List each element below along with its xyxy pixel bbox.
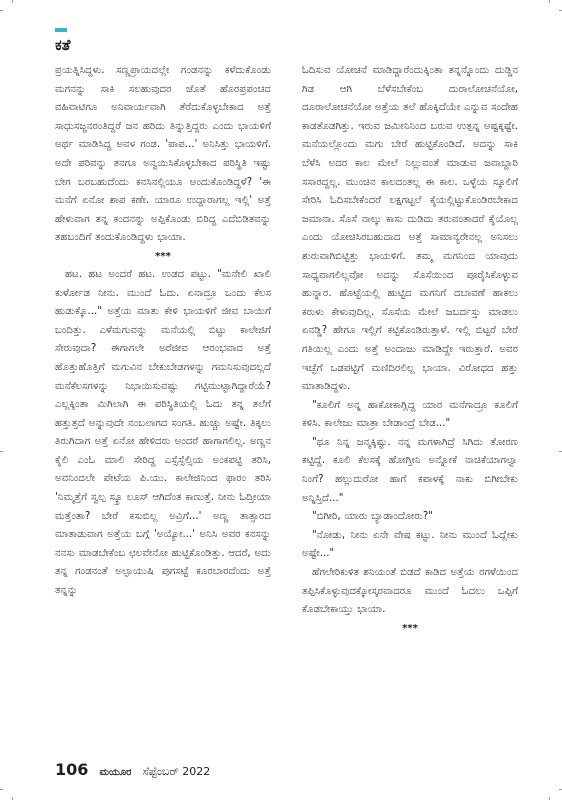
right-paragraph-4: "ಬಿಗೀರಿ, ಯಾರು ಬ್ಯಾಡಾಂದೋರು?" (312, 511, 433, 523)
magazine-name: ಮಯೂರ (99, 767, 132, 778)
right-paragraph-5: "ನೋಡು, ನೀನು ಏನೇ ವೇಷ ಕಟ್ಟು. ನೀನು ಮುಂದೆ ಓದ್ಲೇಕು ಅಷ್ಟೇ..." (302, 529, 518, 560)
issue-date: ಸೆಪ್ಟೆಂಬರ್ 2022 (142, 765, 211, 778)
right-column (302, 62, 518, 638)
crop-mark (0, 10, 3, 11)
section-title: ಕತೆ (55, 36, 71, 54)
right-paragraph-6: ಹೆಗಲೇರಿಕುಳಿತ ಶನಿಯಂತೆ ಬಿಡದೆ ಕಾಡಿದ ಅತ್ತೆಯ ರಗಳೆಯಿಂದ ತಪ್ಪಿಸಿಕೊಳ್ಳುವುದಕ್ಕೋಸ್ಕರವಾದರೂ ಮುಂದೆ ಓದಲು ಒಪ್ಪಿಗೆ ಕೊಡಬೇಕಾಯ್ತು ಭಾಯಾ. (302, 567, 518, 616)
page-number: 106 (55, 760, 89, 779)
right-paragraph-1: ಓದಿಸುವ ಯೋಚನೆ ಮಾಡಿದ್ದಾರೆಂದುಕ್ಕಿಂತಾ ತನ್ನನ್ನೊಂದು ದುಡ್ಡಿನ ಗಿಡ ಆಗಿ ಬೆಳೆಸಬೇಕೆಂಬ ದುರಾಲೋಚನೆಯೋ, ದೂರಾಲೋಚನೆಯೋ ಅತ್ತೆಯ ತಲೆ ಹೊಕ್ಕಿದೆಯೇ ಎನ್ನುವ ಸಂದೇಹ ಕಾಡತೊಡಗಿತ್ತು. ಇರುವ ಜಮೀನಿನಿಂದ ಬರುವ ಉತ್ಪನ್ನ ಅಷ್ಟಕ್ಕಷ್ಟೇ. ಮನೆಯಲ್ಲೊಂದು ಮಗು ಬೇರೆ ಹುಟ್ಟಿಕೊಂಡಿದೆ. ಅದನ್ನು ಸಾಕಿ ಬೆಳೆಸಿ ಅದರ ಕಾಲ ಮೇಲೆ ನಿಲ್ಲುವಂತೆ ಮಾಡುವ ಜವಾಬ್ದಾರಿ ಸಸಾರದ್ದಲ್ಲ. ಮುಂಚಿನ ಕಾಲದಂತಲ್ಲ ಈ ಕಾಲ. ಒಳ್ಳೆಯ ಸ್ಕೂಲಿಗೆ ಸೇರಿಸಿ ಓದಿಸಬೇಕೆಂದರೆ ಲಕ್ಷಗಟ್ಟಲೆ ಕೈಯಲ್ಲಿಟ್ಟುಕೊಂಡಿರಬೇಕಾದ ಜಮಾನಾ. ಸೊಸೆ ನಾಲ್ಕು ಕಾಸು ದುಡಿದು ತರುವಂತಾದರೆ ಕೈಯೊಲ್ಲ ಎಂದು ಯೋಚಿಸಿರಬಹುದಾದ ಅತ್ತೆ ಸಾಮಾನ್ಯರೇನಲ್ಲ ಅನಿಸಲು ಶುರುವಾಗಿಬಿಟ್ಟಿತ್ತು ಭಾಯಳಿಗೆ. ತಮ್ಮ ಮಗನಿಂದ ಯಾವುದು ಸಾಧ್ಯವಾಗಲಿಲ್ಲವೋ ಅದನ್ನು ಸೊಸೆಯಿಂದ ಪೂರೈಸಿಕೊಳ್ಳುವ ಹುನ್ನಾರ. ಹೊಟ್ಟೆಯಲ್ಲಿ ಹುಟ್ಟಿದ ಮಗನಿಗೆ ದಬಾವಣೆ ಹಾಕಲು ಕರುಳು ಕೇಳುವುದಿಲ್ಲ. ಸೊಸೆಯ ಮೇಲೆ ಜಬರ್ದಸ್ತು ಮಾಡಲು ಏನಡ್ಡಿ? ಹೇಗೂ ಇಲ್ಲಿಗೆ ಕಟ್ಟಿಕೊಂಡಿರುತ್ತಾಳೆ. ಇಲ್ಲಿ ಬಿಟ್ಟರೆ ಬೇರೆ ಗತಿಯಿಲ್ಲ ಎಂದು ಅತ್ತೆ ಅಂದಾಜು ಮಾಡಿದ್ದೇ ಇರುತ್ತಾರೆ. ಅವರ ಇಚ್ಛೆಗೆ ಒಡಪಟ್ಟಿಗೆ ಮಣಿದಿರಲಿಲ್ಲ ಭಾಯಾ. ವಿರೋಧದ ಹತ್ತು ಮಾತಾಡಿದ್ದಳು. (302, 65, 518, 393)
left-column (55, 62, 271, 601)
right-paragraph-2: "ಕೂಲಿಗೆ ಅನ್ನ ಹಾಕೋಕಾಗ್ಲಿದ್ದ ಯಾರ ಮನೆಗಾದ್ರೂ ಕೂಲಿಗೆ ಕಳಿಸಿ. ಕಾಲೇಜು ಮಾತ್ರಾ ಬೇಡಾಂದ್ರೆ ಬೇಡ..." (302, 399, 518, 430)
right-paragraph-3: "ಥೂ ನಿನ್ನ ಜನ್ಮಕ್ಕಿಷ್ಟು. ನನ್ನ ಮಗಳಾಗಿದ್ರೆ ಸಿಗಿದು ತೋರಣ ಕಟ್ಟಿದ್ದೆ. ಕೂಲಿ ಕೆಲಸಕ್ಕೆ ಹೋಗ್ತೀನಿ ಅನ್ನೋಕೆ ನಾಚಿಕೆಯಾಗಲ್ವಾ ನಿಂಗೆ? ಹಲ್ಲುದುರೋ ಹಾಗೆ ಕಪಾಳಕ್ಕೆ ನಾಕು ಬಿಗೀಬೇಕು ಅನ್ನಿಸ್ತಿದೆ..." (302, 436, 518, 504)
end-separator: *** (402, 622, 418, 634)
crop-mark (0, 451, 3, 452)
crop-mark (549, 0, 550, 3)
header-accent-bar (55, 28, 67, 32)
crop-mark (12, 0, 13, 3)
section-separator: *** (155, 250, 171, 262)
left-paragraph-1: ಪ್ರಯತ್ನಿಸಿದ್ದಳು. ಸಣ್ಣಪ್ರಾಯದಲ್ಲೇ ಗಂಡನನ್ನು ಕಳೆದುಕೊಂಡು ಮಗನನ್ನು ಸಾಕಿ ಸಲಹುವುದರ ಜೊತೆ ಹೊರಪ್ರಪಂಚದ ವಹಿವಾಟಿಗೂ ಅನಿವಾರ್ಯವಾಗಿ ತೆರೆದುಕೊಳ್ಳಬೇಕಾದ ಅತ್ತೆ ಸಾಧುಸಜ್ಜನರಂತಿದ್ದರೆ ಜನ ಹರಿದು ತಿನ್ನುತ್ತಿದ್ದರು ಎಂದು ಭಾಯಳಿಗೆ ಅರ್ಥ ಮಾಡಿಸಿದ್ದ ಅವಳ ಗಂಡ. 'ಪಾಪ...' ಅನಿಸಿತ್ತು ಭಾಯಳಿಗೆ. ಅದೇ ಪರಿವನ್ನು ತನಗೂ ಅನ್ವಯಿಸಿಕೊಳ್ಳಬೇಕಾದ ಪರಿಸ್ಥಿತಿ ಇಷ್ಟು ಬೇಗ ಬರಬಹುದೆಂದು ಕನಸಿನಲ್ಲಿಯೂ ಅಂದುಕೊಂಡಿದ್ದಳೆ? 'ಈ ಮನೆಗೆ ಏನೋ ಶಾಪ ಕಣೇ. ಯಾರೂ ಉದ್ದಾರಾಗಲ್ಲ ಇಲ್ಲಿ' ಅತ್ತೆ ಹೇಳುವಾಗ ತನ್ನ ಕಂದನನ್ನು ಅಪ್ಪಿಕೊಂಡು ಬಿರಿದ್ದ ಎದೆಬಿಡಿತವನ್ನು ತಹಬಂದಿಗೆ ತಂದುಕೊಂಡಿದ್ದಳು ಭಾಯಾ. (55, 65, 271, 244)
page-footer (55, 760, 210, 780)
crop-mark (0, 789, 3, 790)
left-paragraph-2: ಹಟ. ಹಟ ಅಂದರೆ ಹಟ. ಉಡದ ಪಟ್ಟು. "ಮನೇಲಿ ಖಾಲಿ ಕುರ್ಳೋಡ ನೀನು. ಮುಂದೆ ಓದು. ಏನಾದ್ರೂ ಒಂದು ಕೆಲಸ ಹುಡುಕ್ಕೊ..." ಅತ್ತೆಯ ಮಾತು ಕೇಳಿ ಭಾಯಳಿಗೆ ಜೀವ ಬಾಯಿಗೆ ಬಂದಿತ್ತು. ಎಳೆಮಗುವನ್ನು ಮನೆಯಲ್ಲಿ ಬಿಟ್ಟು ಕಾಲೇಜಿಗೆ ಸೇರುವುದಾ? ಈಗಾಗಲೇ ಅರೆಜೀವ ಆರಂಭವಾದ ಅತ್ತೆ ಹೊತ್ತುಹೊತ್ತಿಗೆ ಮಗುವಿನ ಬೇಕುಬೇಡಗಳನ್ನು ಗಮನಿಸುವುದಲ್ಲದೆ ಮನೆಕೆಲಸಗಳನ್ನು ನಿಭಾಯಿಸುವಷ್ಟು ಗಟ್ಟಿಮುಟ್ಟಾಗಿದ್ದಾರೆಯೆ? ಎಲ್ಲಕ್ಕಿಂತಾ ಮಿಗಿಲಾಗಿ ಈ ಪರಿಸ್ಥಿತಿಯಲ್ಲಿ ಓದು ತನ್ನ ತಲೆಗೆ ಹತ್ತುತ್ತದೆ ಅನ್ನುವುದೇ ನಂಬಲಾಗದ ಸಂಗತಿ. ಹುಚ್ಚು ಅಷ್ಟೇ. ತಿಕ್ಕಲು ತಿರುಗಿದಾಗ ಅತ್ತೆ ಏನೋ ಹೇಳಿದರು ಅಂದರೆ ಹಾಗಾಗಲಿಲ್ಲ. ಅಣ್ಣನ ಕೈಲಿ ಎಂಓ ಮಾಲಿ ಸೇರಿದ್ದ ಎಸ್ಸೆಸ್ಸೆಲ್ಸಿಯ ಅಂಕಪಟ್ಟಿ ತರಿಸಿ, ಅವನಿಂದಲೇ ಪೇಟೆಯ ಪಿ.ಯು. ಕಾಲೇಜಿನಿಂದ ಫಾರಂ ತರಿಸಿ 'ನಿಮ್ಮತ್ತೆಗೆ ಸ್ವಲ್ಪ ಸ್ಕ್ರೂ ಲೂಸ್ ಆಗಿದೆಂತ ಕಾಣುತ್ತೆ. ನೀನು ಓದ್ತೀಯಾ ಮತ್ತೆಂತಾ? ಬೇರೆ ಕಸುಬಿಲ್ಲ ಅವ್ರಿಗೆ...' ಅಣ್ಣ ತಾತ್ಸಾರದ ಮಾತಾಡುವಾಗ ಅತ್ತೆಯ ಬಗ್ಗೆ 'ಅಯ್ಯೋ...' ಅನಿಸಿ ಅವರ ಕನಸನ್ನು ನನಸು ಮಾಡಬೇಕೆಂಬ ಛಲವೇನೋ ಹುಟ್ಟಿಕೊಂಡಿತ್ತು. ಆದರೆ, ಅದು ತನ್ನ ಗಂಡನಂತೆ ಅಲ್ಪಾಯುಷಿ ಪುಗಸಟ್ಟೆ ಕೂರಬಾರದೆಂದು ಅತ್ತೆ ತನ್ನನ್ನು (55, 268, 271, 597)
